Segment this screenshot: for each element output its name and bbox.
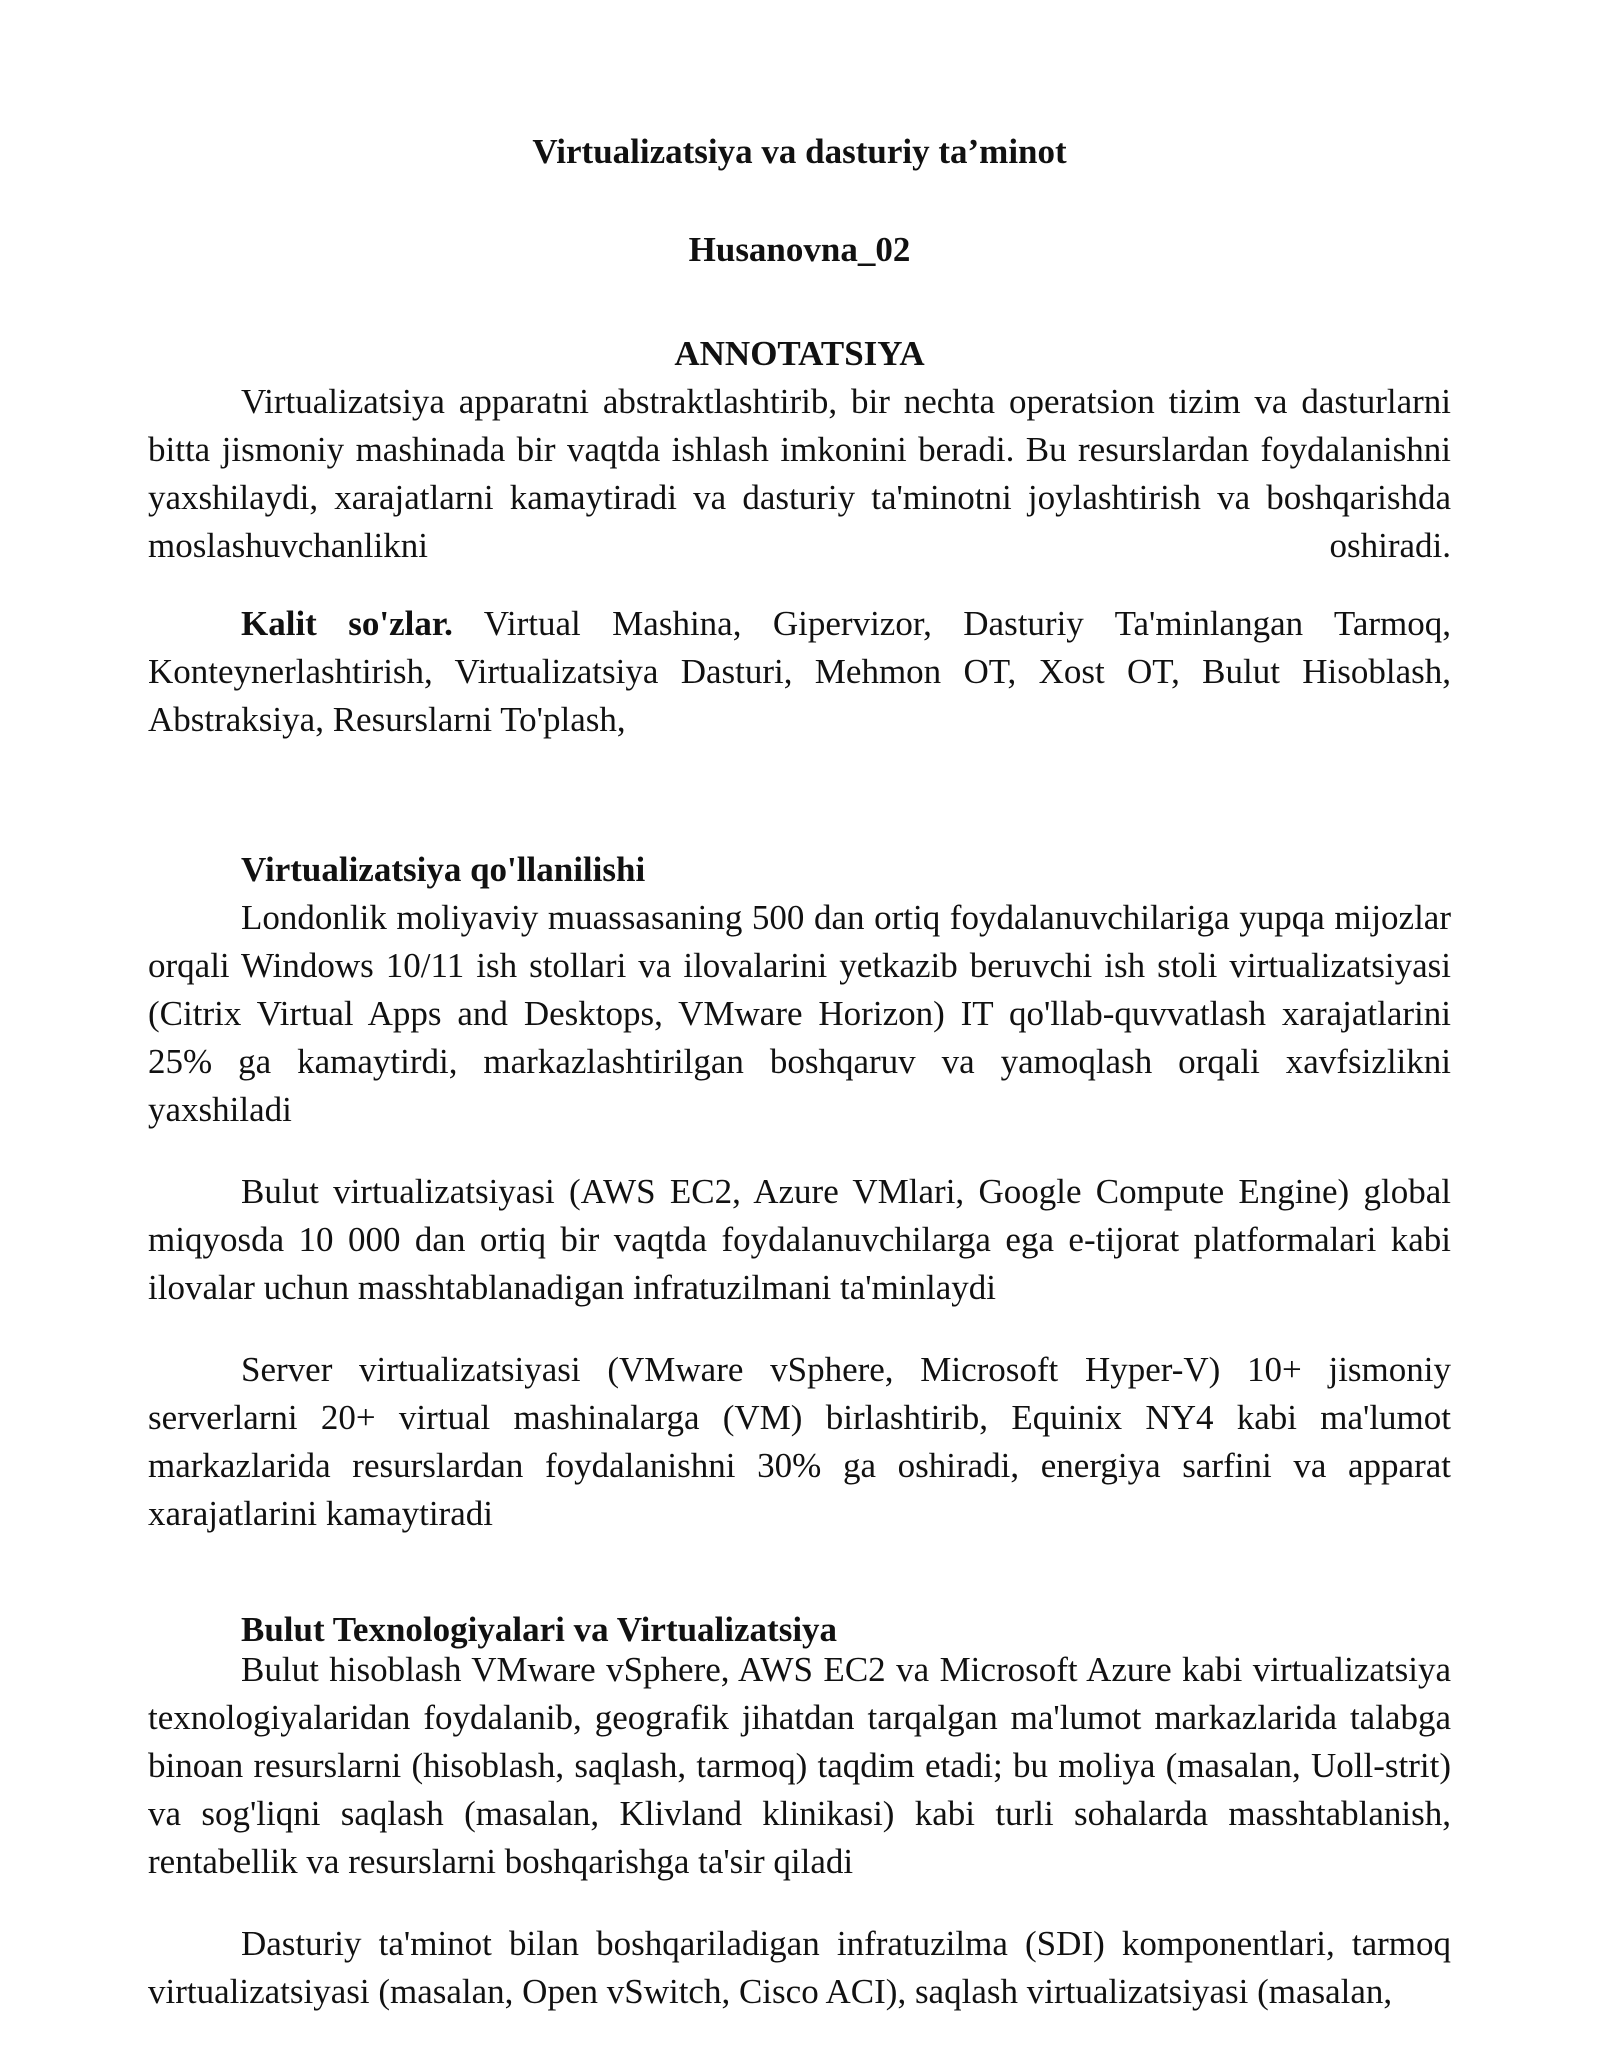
keywords-label: Kalit so'zlar. <box>241 604 453 643</box>
paragraph-cloud-computing: Bulut hisoblash VMware vSphere, AWS EC2 va Microsoft Azure kabi virtualizatsiya texnologiyalaridan foydalanib, geografik jihatdan tarqalgan ma'lumot markazlarida talabga binoan resurslarni (hisoblash, saqlash, tarmoq) taqdim etadi; bu moliya (masalan, Uoll-strit) va sog'liqni saqlash (masalan, Klivland klinikasi) kabi turli sohalarda masshtablanish, rentabellik va resurslarni boshqarishga ta'sir qiladi <box>148 1650 1451 1881</box>
annotation-heading: ANNOTATSIYA <box>674 334 925 373</box>
section-heading-applications: Virtualizatsiya qo'llanilishi <box>241 850 646 889</box>
annotation-paragraph: Virtualizatsiya apparatni abstraktlashtirib, bir nechta operatsion tizim va dasturlarni bitta jismoniy mashinada bir vaqtda ishlash imkonini beradi. Bu resurslardan foydalanishni yaxshilaydi, xarajatlarni kamaytiradi va dasturiy ta'minotni joylashtirish va boshqarishda moslashuvchanlikni oshiradi. <box>148 382 1451 565</box>
paragraph-sdi: Dasturiy ta'minot bilan boshqariladigan infratuzilma (SDI) komponentlari, tarmoq virtualizatsiyasi (masalan, Open vSwitch, Cisco ACI), saqlash virtualizatsiyasi (masalan, <box>148 1924 1451 2011</box>
paragraph-cloud-virtualization: Bulut virtualizatsiyasi (AWS EC2, Azure VMlari, Google Compute Engine) global miqyosda 10 000 dan ortiq bir vaqtda foydalanuvchilarga ega e-tijorat platformalari kabi ilovalar uchun masshtablanadigan infratuzilmani ta'minlaydi <box>148 1172 1451 1307</box>
paragraph-server-virtualization: Server virtualizatsiyasi (VMware vSphere, Microsoft Hyper-V) 10+ jismoniy serverlarni 20+ virtual mashinalarga (VM) birlashtirib, Equinix NY4 kabi ma'lumot markazlarida resurslardan foydalanishni 30% ga oshiradi, energiya sarfini va apparat xarajatlarini kamaytiradi <box>148 1350 1451 1533</box>
keywords-paragraph <box>148 600 1451 744</box>
document-title: Virtualizatsiya va dasturiy ta’minot <box>532 132 1067 171</box>
paragraph-desktop-virtualization: Londonlik moliyaviy muassasaning 500 dan ortiq foydalanuvchilariga yupqa mijozlar orqali Windows 10/11 ish stollari va ilovalarini yetkazib beruvchi ish stoli virtualizatsiyasi (Citrix Virtual Apps and Desktops, VMware Horizon) IT qo'llab-quvvatlash xarajatlarini 25% ga kamaytirdi, markazlashtirilgan boshqaruv va yamoqlash orqali xavfsizlikni yaxshiladi <box>148 898 1451 1129</box>
document-author: Husanovna_02 <box>688 230 911 269</box>
keywords-text: Virtual Mashina, Gipervizor, Dasturiy Ta'minlangan Tarmoq, Konteynerlashtirish, Virtualizatsiya Dasturi, Mehmon OT, Xost OT, Bulut Hisoblash, Abstraksiya, Resurslarni To'plash, <box>148 604 1451 739</box>
section-heading-cloud: Bulut Texnologiyalari va Virtualizatsiya <box>241 1610 838 1649</box>
